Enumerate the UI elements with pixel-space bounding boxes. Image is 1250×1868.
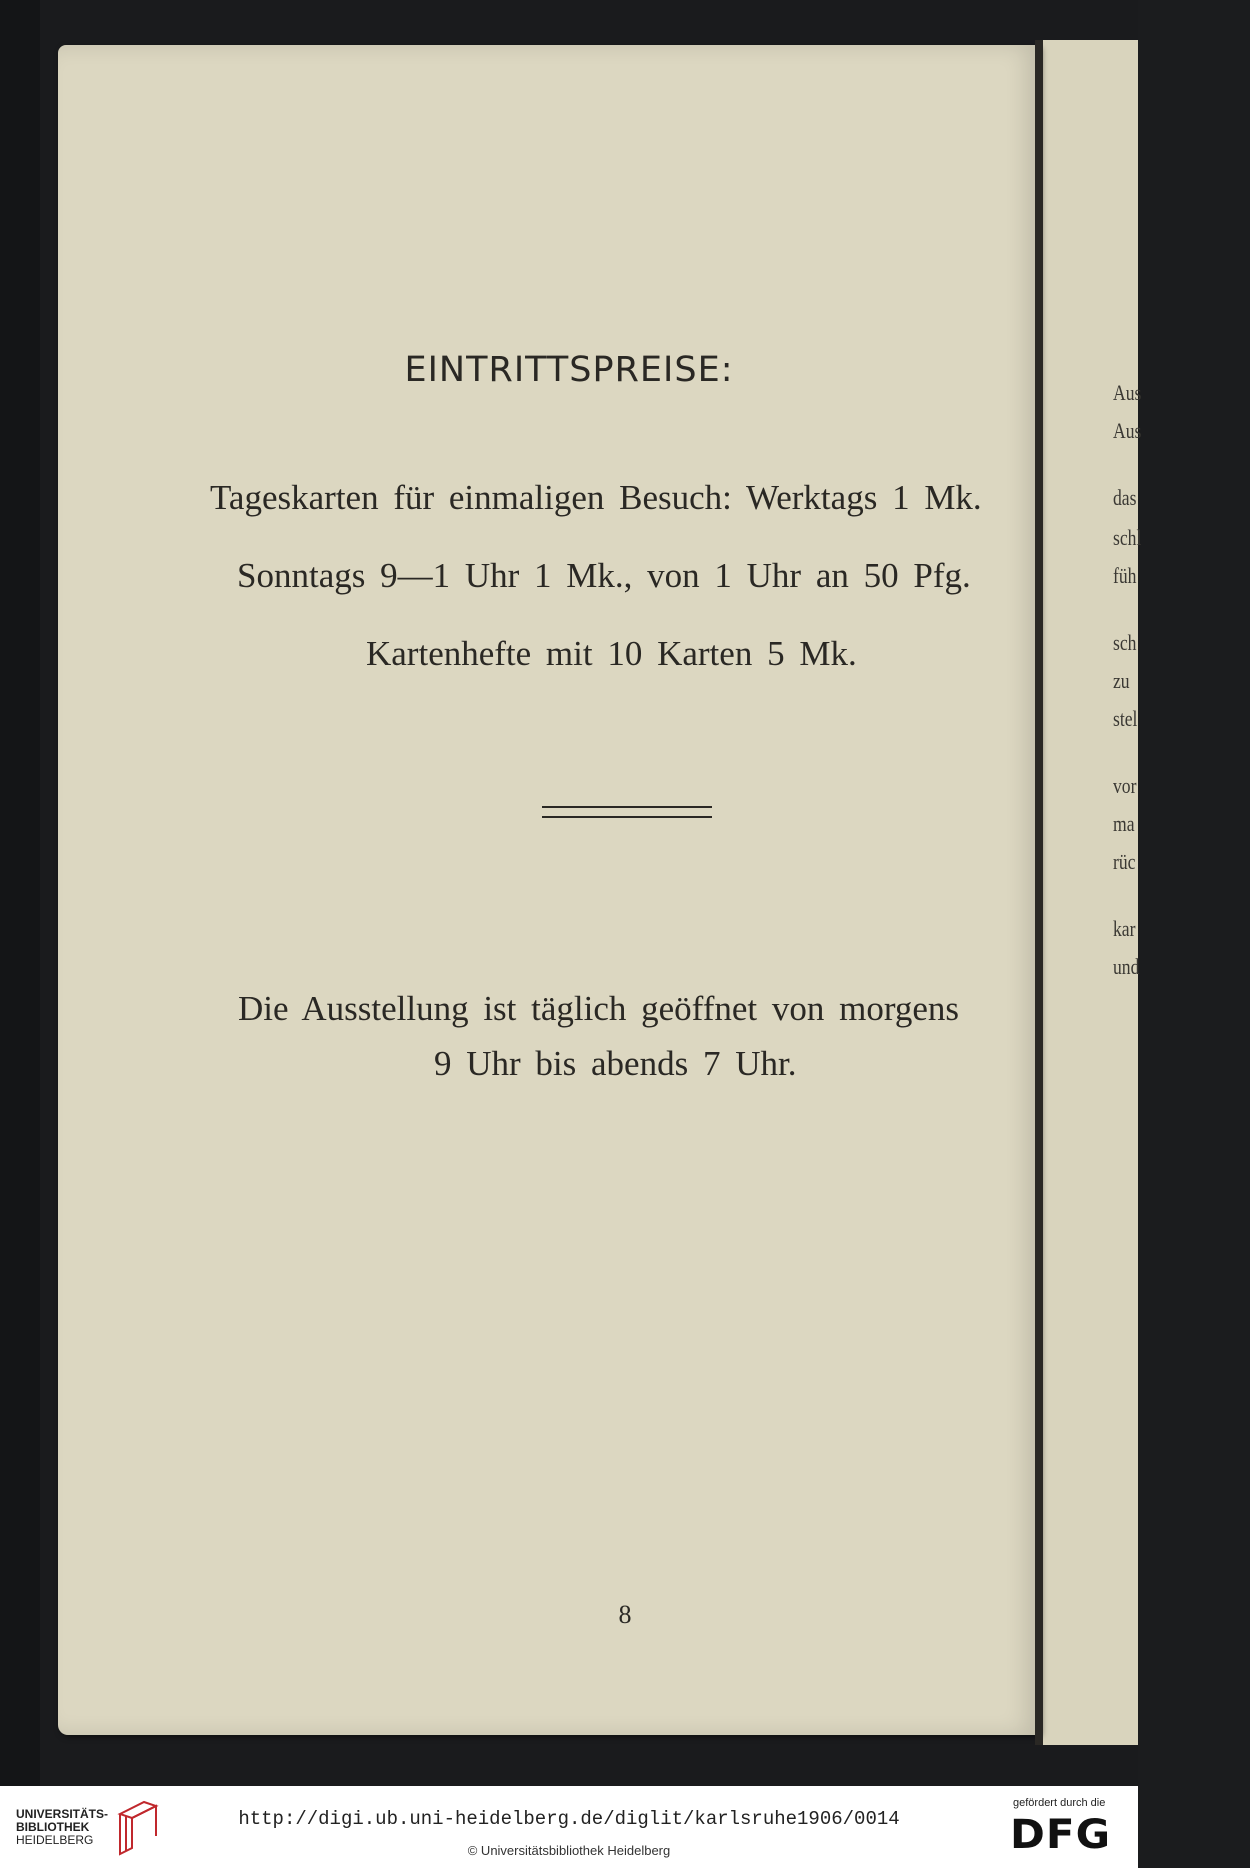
next-page-fragment: schl	[1113, 525, 1142, 550]
next-page-fragment: kar	[1113, 916, 1136, 941]
next-page-fragment: sch	[1113, 630, 1137, 655]
next-page-edge	[1035, 40, 1142, 1745]
dfg-logo: DFG	[1010, 1812, 1112, 1858]
book-page	[58, 45, 1040, 1735]
permalink-url[interactable]: http://digi.ub.uni-heidelberg.de/diglit/karlsruhe1906/0014	[238, 1808, 900, 1830]
next-page-fragment: rüc	[1113, 849, 1136, 874]
next-page-fragment: füh	[1113, 563, 1137, 588]
page-gutter	[1035, 40, 1043, 1745]
price-line-day-ticket: Tageskarten für einmaligen Besuch: Werktags 1 Mk.	[210, 478, 982, 517]
library-name-line: UNIVERSITÄTS-	[16, 1807, 109, 1821]
library-name-line: BIBLIOTHEK	[16, 1820, 90, 1834]
next-page-fragment: und	[1113, 954, 1140, 979]
copyright-notice: © Universitätsbibliothek Heidelberg	[467, 1843, 671, 1858]
next-page-fragment: stel	[1113, 706, 1138, 731]
opening-hours-line-1: Die Ausstellung ist täglich geöffnet von morgens	[238, 989, 960, 1028]
viewer-footer	[0, 1786, 1138, 1868]
page-number: 8	[618, 1600, 632, 1629]
next-page-fragment: ma	[1113, 811, 1135, 836]
divider-rule-bottom	[542, 816, 712, 818]
opening-hours-line-2: 9 Uhr bis abends 7 Uhr.	[434, 1044, 797, 1083]
next-page-fragment: Aus	[1113, 418, 1142, 443]
library-name-line: HEIDELBERG	[16, 1833, 94, 1847]
page-heading: EINTRITTSPREISE:	[404, 350, 734, 390]
next-page-fragment: vor	[1113, 773, 1137, 798]
next-page-fragment: zu	[1113, 668, 1130, 693]
next-page-fragment: das	[1113, 485, 1137, 510]
next-page-fragment: Aus	[1113, 380, 1142, 405]
book-cover-edge	[0, 0, 40, 1786]
price-line-sunday: Sonntags 9—1 Uhr 1 Mk., von 1 Uhr an 50 Pfg.	[237, 556, 971, 595]
price-line-booklet: Kartenhefte mit 10 Karten 5 Mk.	[366, 634, 857, 673]
divider-rule-top	[542, 806, 712, 808]
sponsor-label: gefördert durch die	[1013, 1797, 1106, 1809]
